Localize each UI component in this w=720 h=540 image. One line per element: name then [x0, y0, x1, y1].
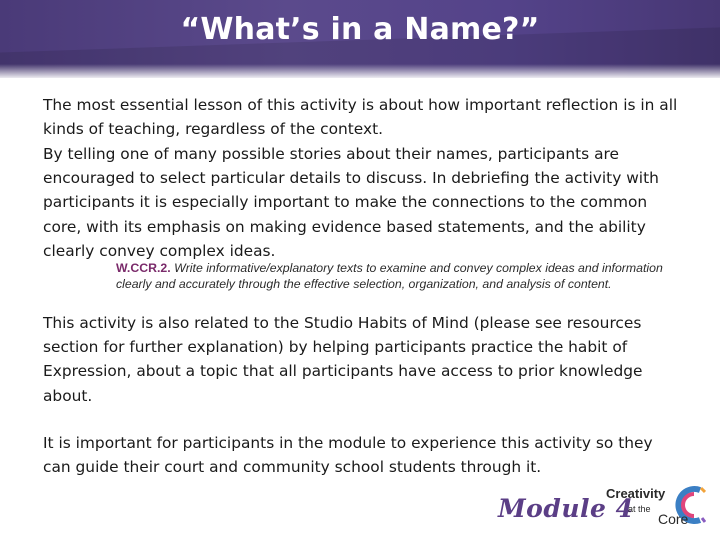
slide-title: “What’s in a Name?” [180, 12, 540, 47]
creativity-at-the-core-logo [604, 480, 708, 530]
paragraph-studio-habits: This activity is also related to the Studio Habits of Mind (please see resources section for further explanation) by helping participants practice the habit of Expression, about a topic that all participants have access to prior knowledge about. [43, 314, 643, 405]
standard-citation [116, 261, 676, 292]
paragraph-debriefing: By telling one of many possible stories about their names, participants are encouraged to select particular details to discuss. In debriefing the activity with participants it is especially important to make the connections to the common core, with its emphasis on making evidence based statements, and the ability clearly convey complex ideas. [43, 145, 659, 260]
module-label: Module 4 [498, 494, 634, 523]
paragraph-importance: It is important for participants in the module to experience this activity so they can guide their court and community school students through it. [43, 434, 653, 477]
title-banner [0, 0, 720, 78]
logo-text-creativity: Creativity [606, 486, 666, 501]
standard-code: W.CCR.2. [116, 261, 171, 275]
logo-text-core: Core [658, 511, 689, 527]
logo-text-at-the: at the [628, 504, 651, 514]
standard-text: Write informative/explanatory texts to examine and convey complex ideas and information clearly and accurately through the effective selection, organization, and analysis of content. [116, 261, 663, 291]
paragraph-reflection: The most essential lesson of this activity is about how important reflection is in all kinds of teaching, regardless of the context. [43, 96, 678, 139]
